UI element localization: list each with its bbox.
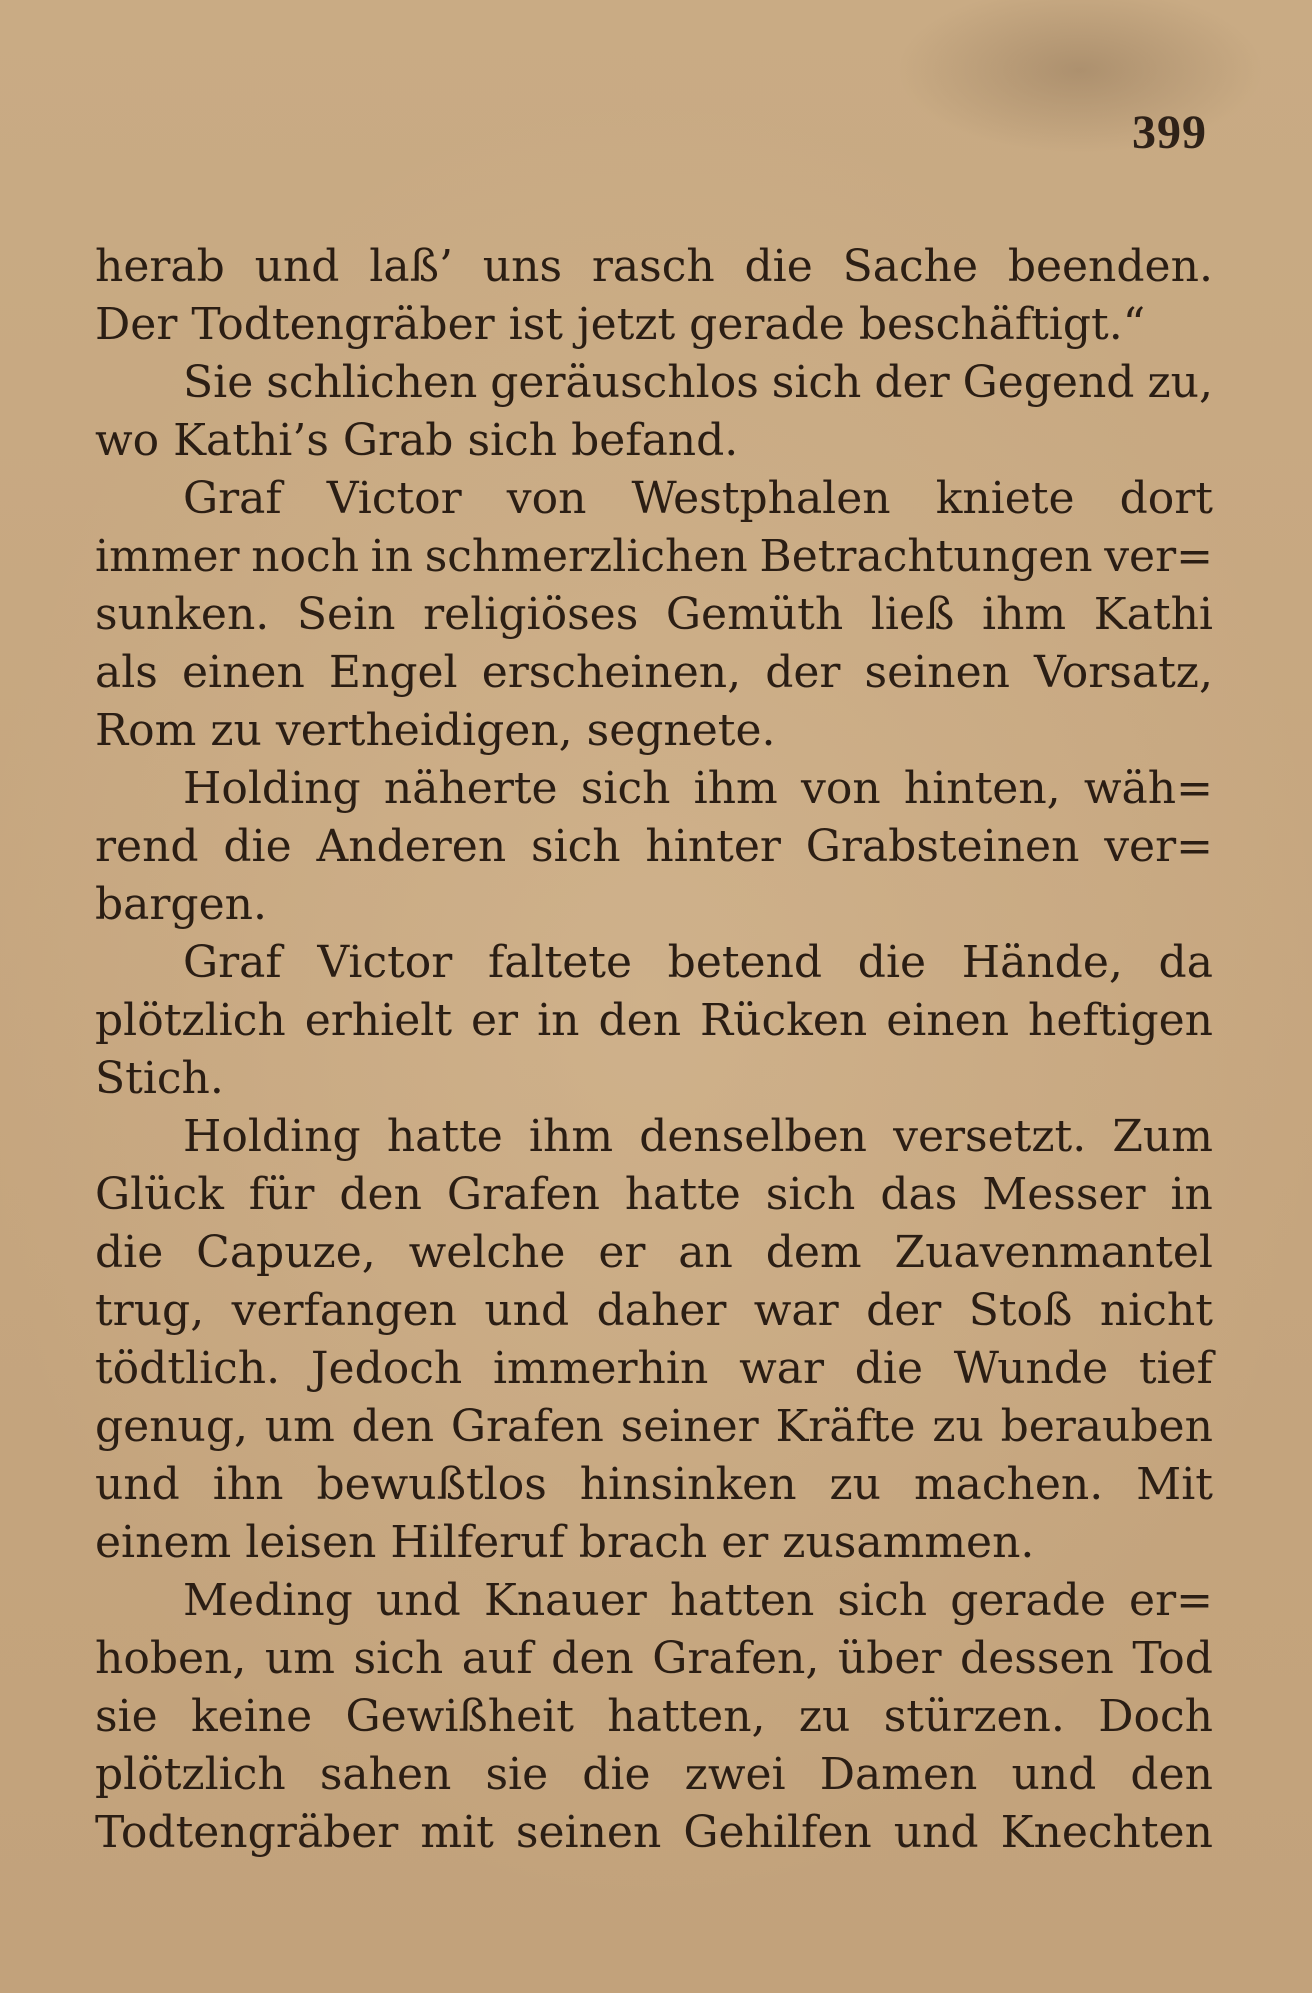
word: Sache: [842, 241, 978, 292]
text-line: [95, 354, 1213, 412]
word: trug,: [95, 1285, 205, 1336]
text-line: [95, 876, 1213, 934]
word: zu: [798, 1691, 851, 1742]
line-text: [95, 1224, 1213, 1282]
word: Zuavenmantel: [894, 1227, 1213, 1278]
word: hinter: [645, 821, 781, 872]
text-line: [95, 1514, 1213, 1572]
word: der: [874, 357, 950, 408]
word: den: [339, 1169, 422, 1220]
word: sie: [95, 1691, 158, 1742]
word: Graf: [183, 937, 282, 988]
word: ihm: [693, 763, 778, 814]
text-line: [95, 934, 1213, 992]
word: rend: [95, 821, 199, 872]
line-text: [95, 644, 1213, 702]
word: ver=: [1104, 821, 1213, 872]
line-text: [183, 470, 1213, 528]
word: Grafen: [450, 1401, 604, 1452]
word: plötzlich: [95, 1749, 286, 1800]
word: erscheinen,: [481, 647, 742, 698]
word: religiöses: [423, 589, 639, 640]
text-line: [95, 702, 1213, 760]
word: Westphalen: [631, 473, 891, 524]
word: machen.: [913, 1459, 1104, 1510]
word: die: [95, 1227, 164, 1278]
word: und: [95, 1459, 180, 1510]
word: da: [1158, 937, 1213, 988]
line-text: einem leisen Hilferuf brach er zusammen.: [95, 1517, 1035, 1568]
line-text: [95, 1456, 1213, 1514]
word: und: [254, 241, 340, 292]
word: hatten,: [607, 1691, 766, 1742]
word: Holding: [183, 1111, 361, 1162]
word: gerade: [950, 1575, 1106, 1626]
word: Damen: [819, 1749, 978, 1800]
text-line: [95, 1050, 1213, 1108]
line-text: [95, 238, 1213, 296]
word: und: [375, 1575, 461, 1626]
word: Betrachtungen: [759, 531, 1093, 582]
word: ver=: [1104, 531, 1213, 582]
text-line: [95, 1746, 1213, 1804]
line-text: [95, 1688, 1213, 1746]
text-line: [95, 1282, 1213, 1340]
word: versetzt.: [893, 1111, 1087, 1162]
word: in: [370, 531, 414, 582]
word: als: [95, 647, 158, 698]
word: zu: [829, 1459, 882, 1510]
word: hatte: [624, 1169, 741, 1220]
word: Vorsatz,: [1034, 647, 1213, 698]
line-text: bargen.: [95, 879, 267, 930]
paragraph: [95, 760, 1213, 934]
word: kniete: [935, 473, 1075, 524]
word: Gemüth: [665, 589, 844, 640]
word: in: [1170, 1169, 1213, 1220]
word: noch: [251, 531, 360, 582]
text-line: [95, 586, 1213, 644]
word: seinen: [515, 1807, 662, 1858]
word: Doch: [1098, 1691, 1213, 1742]
word: und: [1011, 1749, 1097, 1800]
line-text: [95, 1398, 1213, 1456]
paragraph: [95, 470, 1213, 760]
word: von: [506, 473, 587, 524]
word: von: [800, 763, 881, 814]
paragraph-indent: [95, 354, 183, 412]
paragraph: [95, 1572, 1213, 1862]
text-line: [95, 1340, 1213, 1398]
word: war: [753, 1285, 839, 1336]
word: die: [744, 241, 813, 292]
word: Jedoch: [310, 1343, 463, 1394]
text-line: [95, 818, 1213, 876]
line-text: [95, 818, 1213, 876]
word: für: [248, 1169, 315, 1220]
word: Capuze,: [196, 1227, 376, 1278]
text-line: [95, 1688, 1213, 1746]
word: beenden.: [1007, 241, 1213, 292]
paragraph: [95, 1108, 1213, 1572]
word: sich: [771, 357, 862, 408]
body-text: [95, 238, 1213, 1862]
word: Hände,: [961, 937, 1123, 988]
text-line: [95, 470, 1213, 528]
word: herab: [95, 241, 225, 292]
text-line: [95, 238, 1213, 296]
line-text: Rom zu vertheidigen, segnete.: [95, 705, 776, 756]
text-line: [95, 1398, 1213, 1456]
word: seiner: [620, 1401, 759, 1452]
word: bewußtlos: [316, 1459, 547, 1510]
text-line: [95, 412, 1213, 470]
word: zu: [932, 1401, 984, 1452]
word: Rücken: [700, 995, 868, 1046]
word: berauben: [1000, 1401, 1213, 1452]
paragraph-indent: [95, 1572, 183, 1630]
word: uns: [482, 241, 563, 292]
word: Kathi: [1093, 589, 1213, 640]
word: er: [598, 1227, 646, 1278]
word: Wunde: [953, 1343, 1109, 1394]
word: dessen: [960, 1633, 1114, 1684]
word: Gewißheit: [345, 1691, 574, 1742]
line-text: [95, 1746, 1213, 1804]
word: an: [678, 1227, 733, 1278]
word: Engel: [328, 647, 458, 698]
word: und: [893, 1807, 979, 1858]
word: keine: [191, 1691, 313, 1742]
word: Victor: [326, 473, 462, 524]
word: Grafen,: [652, 1633, 820, 1684]
word: Sie: [183, 357, 254, 408]
line-text: [183, 934, 1213, 992]
page-number: 399: [1132, 106, 1207, 159]
word: über: [837, 1633, 942, 1684]
word: rasch: [591, 241, 715, 292]
word: Zum: [1112, 1111, 1213, 1162]
word: er: [471, 995, 519, 1046]
word: näherte: [383, 763, 558, 814]
line-text: [95, 992, 1213, 1050]
word: ihm: [982, 589, 1067, 640]
text-line: [95, 296, 1213, 354]
word: ihm: [528, 1111, 614, 1162]
word: denselben: [639, 1111, 867, 1162]
word: ihn: [212, 1459, 284, 1510]
word: Tod: [1132, 1633, 1213, 1684]
word: war: [739, 1343, 824, 1394]
line-text: [95, 1804, 1213, 1862]
word: den: [598, 995, 682, 1046]
text-line: [95, 1456, 1213, 1514]
word: plötzlich: [95, 995, 286, 1046]
word: schlichen: [266, 357, 478, 408]
text-line: [95, 528, 1213, 586]
word: immer: [95, 531, 240, 582]
paragraph: [95, 934, 1213, 1108]
word: Holding: [183, 763, 361, 814]
line-text: [95, 528, 1213, 586]
word: Knauer: [483, 1575, 647, 1626]
word: der: [866, 1285, 942, 1336]
word: genug,: [95, 1401, 249, 1452]
paragraph-indent: [95, 934, 183, 992]
word: welche: [408, 1227, 566, 1278]
word: sich: [353, 1633, 444, 1684]
word: tief: [1138, 1343, 1213, 1394]
word: das: [880, 1169, 958, 1220]
word: Glück: [95, 1169, 224, 1220]
word: hinten,: [903, 763, 1061, 814]
word: sich: [530, 821, 621, 872]
word: Gehilfen: [683, 1807, 872, 1858]
word: er=: [1129, 1575, 1213, 1626]
line-text: [95, 586, 1213, 644]
word: wäh=: [1083, 763, 1213, 814]
word: heftigen: [1028, 995, 1213, 1046]
word: sahen: [319, 1749, 452, 1800]
word: daher: [596, 1285, 727, 1336]
word: der: [765, 647, 841, 698]
word: in: [537, 995, 580, 1046]
word: Anderen: [316, 821, 507, 872]
word: ließ: [870, 589, 955, 640]
text-line: [95, 644, 1213, 702]
word: Mit: [1136, 1459, 1213, 1510]
word: sunken.: [95, 589, 270, 640]
word: um: [264, 1401, 335, 1452]
line-text: [95, 1340, 1213, 1398]
word: Victor: [317, 937, 453, 988]
text-line: [95, 760, 1213, 818]
paragraph-indent: [95, 760, 183, 818]
word: zu,: [1147, 357, 1213, 408]
word: Messer: [982, 1169, 1146, 1220]
text-line: [95, 1804, 1213, 1862]
word: einen: [886, 995, 1010, 1046]
word: die: [854, 1343, 924, 1394]
word: seinen: [864, 647, 1010, 698]
line-text: [95, 1630, 1213, 1688]
word: laß’: [369, 241, 453, 292]
word: zwei: [684, 1749, 786, 1800]
word: Knechten: [1000, 1807, 1213, 1858]
word: schmerzlichen: [424, 531, 748, 582]
text-line: [95, 1166, 1213, 1224]
word: die: [857, 937, 927, 988]
word: immerhin: [492, 1343, 709, 1394]
word: Meding: [183, 1575, 353, 1626]
line-text: [183, 1572, 1213, 1630]
word: dort: [1119, 473, 1213, 524]
word: den: [351, 1401, 435, 1452]
word: Stoß: [968, 1285, 1073, 1336]
word: stürzen.: [883, 1691, 1065, 1742]
paragraph-indent: [95, 1108, 183, 1166]
word: sich: [765, 1169, 856, 1220]
word: geräuschlos: [490, 357, 759, 408]
word: Grabsteinen: [805, 821, 1080, 872]
word: die: [582, 1749, 651, 1800]
word: den: [1130, 1749, 1213, 1800]
text-line: [95, 1224, 1213, 1282]
word: Gegend: [962, 357, 1135, 408]
word: hatte: [386, 1111, 503, 1162]
word: Kräfte: [775, 1401, 916, 1452]
word: erhielt: [304, 995, 452, 1046]
word: hatten: [669, 1575, 815, 1626]
word: und: [484, 1285, 570, 1336]
text-line: [95, 1108, 1213, 1166]
paragraph-indent: [95, 470, 183, 528]
line-text: [183, 760, 1213, 818]
word: sich: [580, 763, 671, 814]
line-text: [183, 1108, 1213, 1166]
word: faltete: [487, 937, 632, 988]
word: mit: [420, 1807, 494, 1858]
word: Grafen: [446, 1169, 600, 1220]
word: auf: [461, 1633, 533, 1684]
line-text: [183, 354, 1213, 412]
text-line: [95, 1630, 1213, 1688]
paragraph: [95, 238, 1213, 354]
word: den: [551, 1633, 634, 1684]
word: nicht: [1099, 1285, 1213, 1336]
line-text: [95, 1282, 1213, 1340]
line-text: Stich.: [95, 1053, 224, 1104]
word: Sein: [296, 589, 396, 640]
word: Graf: [183, 473, 282, 524]
line-text: Der Todtengräber ist jetzt gerade beschäftigt.“: [95, 299, 1146, 350]
word: um: [264, 1633, 335, 1684]
word: dem: [765, 1227, 862, 1278]
text-line: [95, 1572, 1213, 1630]
word: einen: [181, 647, 305, 698]
word: die: [223, 821, 292, 872]
word: Todtengräber: [95, 1807, 399, 1858]
word: sich: [837, 1575, 928, 1626]
word: sie: [485, 1749, 549, 1800]
word: betend: [667, 937, 823, 988]
paragraph: [95, 354, 1213, 470]
line-text: wo Kathi’s Grab sich befand.: [95, 415, 739, 466]
word: hoben,: [95, 1633, 247, 1684]
word: tödtlich.: [95, 1343, 281, 1394]
line-text: [95, 1166, 1213, 1224]
word: hinsinken: [579, 1459, 797, 1510]
text-line: [95, 992, 1213, 1050]
word: verfangen: [231, 1285, 457, 1336]
